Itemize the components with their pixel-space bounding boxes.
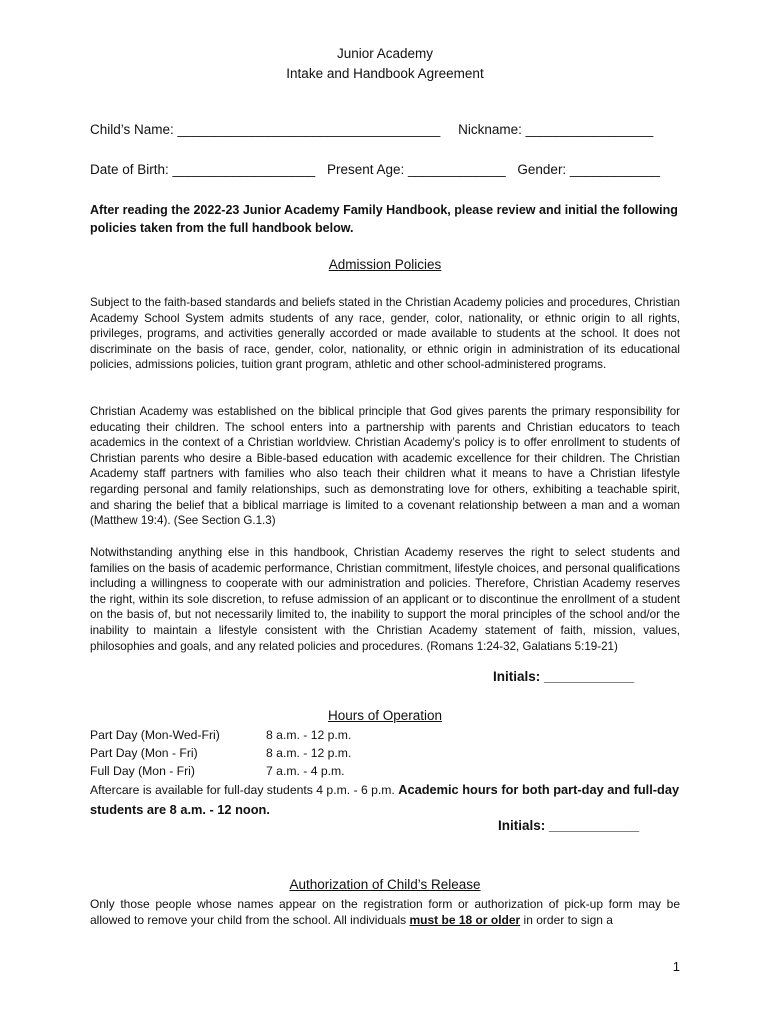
hours-row-label: Part Day (Mon - Fri) xyxy=(90,746,198,760)
academic-hours-note: Academic hours for both part-day and full-day students are 8 a.m. - 12 noon. xyxy=(90,782,680,817)
hours-row xyxy=(90,726,690,744)
hours-row-label: Part Day (Mon-Wed-Fri) xyxy=(90,728,220,742)
school-title: Junior Academy xyxy=(336,46,434,61)
hours-row-time: 8 a.m. - 12 p.m. xyxy=(266,728,352,742)
hours-row xyxy=(90,744,690,762)
hours-row-time: 7 a.m. - 4 p.m. xyxy=(266,764,345,778)
hours-heading: Hours of Operation xyxy=(327,708,443,723)
form-title: Intake and Handbook Agreement xyxy=(286,66,484,81)
birth-row xyxy=(90,162,660,177)
admission-policies-heading: Admission Policies xyxy=(328,257,442,272)
aftercare-note: Aftercare is available for full-day students 4 p.m. - 6 p.m. xyxy=(90,783,395,797)
release-paragraph xyxy=(90,897,680,928)
hours-row-label: Full Day (Mon - Fri) xyxy=(90,764,195,778)
intro-instructions: After reading the 2022-23 Junior Academy Family Handbook, please review and initial the following policies taken from the full handbook below. xyxy=(90,203,678,235)
admission-paragraph-1: Subject to the faith-based standards and beliefs stated in the Christian Academy policies and procedures, Christian Academy School System admits students of any race, gender, color, nationality, or ethnic origin to all rights, privileges, programs, and activities generally accorded or made available to students at the school. It does not discriminate on the basis of race, gender, color, nationality, or ethnic origin in administration of its educational policies, admissions policies, tuition grant program, athletic and other school-administered programs. xyxy=(90,296,680,372)
hours-row xyxy=(90,762,690,780)
present-age-field[interactable]: Present Age: _____________ xyxy=(326,162,506,177)
admission-initials-field[interactable]: Initials: ____________ xyxy=(493,669,635,684)
hours-table xyxy=(90,726,690,780)
nickname-field[interactable]: Nickname: _________________ xyxy=(458,122,654,137)
aftercare-text xyxy=(90,780,690,820)
gender-field[interactable]: Gender: ____________ xyxy=(517,162,661,177)
release-text-end: in order to sign a xyxy=(523,912,613,927)
hours-row-time: 8 a.m. - 12 p.m. xyxy=(266,746,352,760)
age-requirement: must be 18 or older xyxy=(409,912,521,927)
admission-paragraph-2: Christian Academy was established on the biblical principle that God gives parents the primary responsibility for educating their children. The school enters into a partnership with parents and Christian educators to teach academics in the context of a Christian worldview. Christian Academy’s policy is to offer enrollment to students of Christian parents who desire a Bible-based education with academic excellence for their children. The Christian Academy staff partners with families who also teach their children what it means to have a Christian lifestyle regarding personal and family relationships, such as demonstrating love for others, exhibiting a teachable spirit, and sharing the belief that a biblical marriage is limited to a covenant relationship between a man and a woman (Matthew 19:4). (See Section G.1.3) xyxy=(90,405,680,528)
release-heading: Authorization of Child’s Release xyxy=(289,877,481,892)
admission-paragraph-3: Notwithstanding anything else in this handbook, Christian Academy reserves the right to select students and families on the basis of academic performance, Christian commitment, lifestyle choices, and personal qualifications including a willingness to cooperate with our administration and policies. Therefore, Christian Academy reserves the right, within its sole discretion, to refuse admission of an applicant or to discontinue the enrollment of a student on the basis of, but not necessarily limited to, the inability to support the moral principles of the school and/or the inability to maintain a lifestyle consistent with the Christian Academy statement of faith, mission, values, philosophies and goals, and any related policies and procedures. (Romans 1:24-32, Galatians 5:19-21) xyxy=(90,546,680,653)
page-number: 1 xyxy=(672,959,680,974)
childs-name-field[interactable]: Child’s Name: ___________________________________ xyxy=(90,122,441,137)
name-row xyxy=(90,122,653,137)
release-text-start: Only those people whose names appear on the registration form or authorization of pick-up form may be allowed to remove your child from the school. All individuals xyxy=(90,897,680,927)
date-of-birth-field[interactable]: Date of Birth: ___________________ xyxy=(90,162,316,177)
hours-initials-field[interactable]: Initials: ____________ xyxy=(498,818,640,833)
